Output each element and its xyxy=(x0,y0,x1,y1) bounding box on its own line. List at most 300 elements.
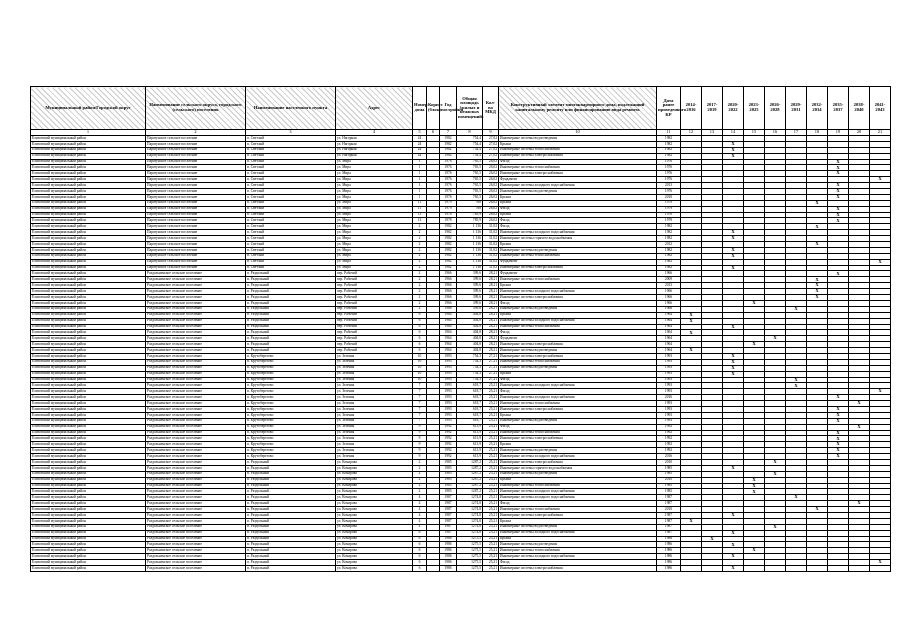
cell-build-year: 1966 xyxy=(440,300,457,306)
cell-area: 754,3 xyxy=(457,353,483,359)
cell-period-mark: X xyxy=(723,141,744,147)
cell-locality: п. Светлый xyxy=(246,265,336,271)
cell-count: 27,02 xyxy=(483,147,499,153)
cell-area: 618,7 xyxy=(457,389,483,395)
header-years-2: 2020-2022 xyxy=(723,87,744,130)
cell-area: 765,5 xyxy=(457,194,483,200)
cell-house-number: 9 xyxy=(413,430,427,436)
cell-build-year: 1976 xyxy=(440,165,457,171)
cell-district: Елизовский муниципальный район xyxy=(31,383,146,389)
cell-period-mark: X xyxy=(723,554,744,560)
cell-district: Елизовский муниципальный район xyxy=(31,189,146,195)
cell-area: 613,9 xyxy=(457,424,483,430)
cell-locality: п. Раздольный xyxy=(246,342,336,348)
cell-settlement: Раздольненское сельское поселение xyxy=(146,489,246,495)
cell-period-mark: X xyxy=(723,236,744,242)
cell-last-repair: 1993 xyxy=(657,365,681,371)
cell-address: ул. Комарова xyxy=(336,489,413,495)
cell-build-year: 1985 xyxy=(440,483,457,489)
cell-settlement: Раздольненское сельское поселение xyxy=(146,383,246,389)
cell-district: Елизовский муниципальный район xyxy=(31,141,146,147)
cell-settlement: Раздольненское сельское поселение xyxy=(146,430,246,436)
cell-last-repair: 1982 xyxy=(657,236,681,242)
cell-last-repair: 1985 xyxy=(657,489,681,495)
cell-period-mark: X xyxy=(744,300,765,306)
cell-house-number: 10 xyxy=(413,353,427,359)
cell-locality: п. Раздольный xyxy=(246,271,336,277)
cell-last-repair: 1986 xyxy=(657,542,681,548)
cell-district: Елизовский муниципальный район xyxy=(31,524,146,530)
cell-period-12 xyxy=(681,566,702,572)
cell-house-number: 2 xyxy=(413,489,427,495)
cell-build-year: 1987 xyxy=(440,501,457,507)
cell-period-mark: X xyxy=(828,206,849,212)
cell-settlement: Раздольненское сельское поселение xyxy=(146,566,246,572)
cell-address: пер. Рабочий xyxy=(336,295,413,301)
cell-house-number: 2 xyxy=(413,236,427,242)
cell-count: 28,21 xyxy=(483,324,499,330)
cell-settlement: Паратунское сельское поселение xyxy=(146,141,246,147)
cell-locality: п. Раздольный xyxy=(246,295,336,301)
cell-period-mark: X xyxy=(723,247,744,253)
cell-last-repair: 1966 xyxy=(657,295,681,301)
cell-house-number: 7 xyxy=(413,395,427,401)
cell-last-repair: 1986 xyxy=(657,566,681,572)
cell-element: Инженерные системы холодного водоснабжения xyxy=(499,383,657,389)
cell-build-year: 1982 xyxy=(440,136,457,142)
cell-locality: п. Крутоберегово xyxy=(246,418,336,424)
cell-last-repair: 1979 xyxy=(657,206,681,212)
header-years-6: 2032-2034 xyxy=(807,87,828,130)
cell-address: пер. Рабочий xyxy=(336,330,413,336)
cell-element: Инженерные системы холодного водоснабжения xyxy=(499,230,657,236)
cell-area: 1 136 xyxy=(457,236,483,242)
cell-last-repair: 1986 xyxy=(657,536,681,542)
cell-address: пер. Рабочий xyxy=(336,277,413,283)
cell-count: 31,02 xyxy=(483,224,499,230)
cell-period-mark: X xyxy=(828,212,849,218)
cell-last-repair: 1966 xyxy=(657,306,681,312)
column-number: 9 xyxy=(483,130,499,136)
cell-house-number: 2 xyxy=(413,253,427,259)
cell-settlement: Раздольненское сельское поселение xyxy=(146,513,246,519)
cell-district: Елизовский муниципальный район xyxy=(31,277,146,283)
cell-element: Инженерные системы теплоснабжения xyxy=(499,359,657,365)
cell-locality: п. Светлый xyxy=(246,224,336,230)
cell-area: 1274,8 xyxy=(457,495,483,501)
cell-district: Елизовский муниципальный район xyxy=(31,566,146,572)
cell-last-repair: 1978 xyxy=(657,212,681,218)
cell-period-mark: X xyxy=(849,501,870,507)
cell-district: Елизовский муниципальный район xyxy=(31,289,146,295)
cell-build-year: 1979 xyxy=(440,200,457,206)
cell-address: ул. Зеленая xyxy=(336,365,413,371)
cell-last-repair: 1976 xyxy=(657,177,681,183)
cell-address: ул. Зеленая xyxy=(336,418,413,424)
cell-settlement: Раздольненское сельское поселение xyxy=(146,365,246,371)
cell-count: 26,02 xyxy=(483,218,499,224)
header-years-5: 2029-2031 xyxy=(786,87,807,130)
cell-period-mark: X xyxy=(828,194,849,200)
cell-area: 765,5 xyxy=(457,183,483,189)
cell-last-repair: 1993 xyxy=(657,389,681,395)
cell-area: 765,5 xyxy=(457,171,483,177)
cell-district: Елизовский муниципальный район xyxy=(31,359,146,365)
cell-count: 25,21 xyxy=(483,507,499,513)
cell-area: 618,7 xyxy=(457,401,483,407)
cell-address: ул. Мира xyxy=(336,224,413,230)
cell-address: ул. Мира xyxy=(336,212,413,218)
cell-count: 25,21 xyxy=(483,459,499,465)
cell-build-year: 1964 xyxy=(440,348,457,354)
cell-area: 768 xyxy=(457,206,483,212)
table-row xyxy=(31,566,891,572)
cell-period-mark: X xyxy=(723,530,744,536)
cell-count: 28,21 xyxy=(483,312,499,318)
cell-element: Инженерные системы водоотведения xyxy=(499,471,657,477)
cell-build-year: 1982 xyxy=(440,224,457,230)
cell-count: 25,21 xyxy=(483,383,499,389)
cell-element: Крыша xyxy=(499,312,657,318)
cell-period-mark: X xyxy=(870,177,891,183)
cell-address: пер. Рабочий xyxy=(336,336,413,342)
cell-district: Елизовский муниципальный район xyxy=(31,312,146,318)
cell-count: 25,21 xyxy=(483,471,499,477)
cell-count: 26,02 xyxy=(483,189,499,195)
cell-locality: п. Светлый xyxy=(246,218,336,224)
cell-locality: п. Крутоберегово xyxy=(246,395,336,401)
cell-address: ул. Мира xyxy=(336,171,413,177)
cell-area: 1287,2 xyxy=(457,459,483,465)
column-number: 10 xyxy=(499,130,657,136)
cell-element: Инженерные системы горячего водоснабжения xyxy=(499,465,657,471)
cell-period-mark: X xyxy=(828,430,849,436)
cell-locality: п. Крутоберегово xyxy=(246,430,336,436)
cell-house-number: 2 xyxy=(413,230,427,236)
cell-last-repair: 1992 xyxy=(657,424,681,430)
cell-element: Инженерные системы водоотведения xyxy=(499,365,657,371)
cell-period-mark: X xyxy=(723,513,744,519)
cell-district: Елизовский муниципальный район xyxy=(31,159,146,165)
header-element: Конструктивный элемент многоквартирного дома, подлежащий капитальному ремонту или финансированию вида ремонта xyxy=(499,87,657,130)
cell-district: Елизовский муниципальный район xyxy=(31,171,146,177)
cell-period-mark: X xyxy=(723,353,744,359)
cell-address: ул. Мира xyxy=(336,177,413,183)
cell-last-repair: 2009 xyxy=(657,277,681,283)
cell-area: 1287,2 xyxy=(457,465,483,471)
cell-last-repair: 2013 xyxy=(657,183,681,189)
cell-area: 404,8 xyxy=(457,312,483,318)
cell-last-repair: 1982 xyxy=(657,259,681,265)
cell-district: Елизовский муниципальный район xyxy=(31,401,146,407)
cell-area: 754,4 xyxy=(457,153,483,159)
cell-address: ул. Зеленая xyxy=(336,383,413,389)
cell-settlement: Раздольненское сельское поселение xyxy=(146,524,246,530)
cell-locality: п. Раздольный xyxy=(246,283,336,289)
cell-element: Крыша xyxy=(499,212,657,218)
cell-build-year: 1993 xyxy=(440,371,457,377)
cell-district: Елизовский муниципальный район xyxy=(31,377,146,383)
cell-house-number: 7 xyxy=(413,389,427,395)
cell-settlement: Паратунское сельское поселение xyxy=(146,153,246,159)
cell-build-year: 1966 xyxy=(440,306,457,312)
cell-element: Крыша xyxy=(499,536,657,542)
cell-count: 25,21 xyxy=(483,430,499,436)
cell-last-repair: 1985 xyxy=(657,465,681,471)
cell-district: Елизовский муниципальный район xyxy=(31,206,146,212)
cell-house-number: 4 xyxy=(413,495,427,501)
cell-address: пер. Рабочий xyxy=(336,306,413,312)
cell-build-year: 1993 xyxy=(440,406,457,412)
cell-element: Инженерные системы холодного водоснабжения xyxy=(499,289,657,295)
cell-build-year: 1985 xyxy=(440,477,457,483)
cell-build-year: 1964 xyxy=(440,324,457,330)
cell-house-number: 2 xyxy=(413,283,427,289)
cell-district: Елизовский муниципальный район xyxy=(31,283,146,289)
cell-area: 1287,2 xyxy=(457,483,483,489)
cell-district: Елизовский муниципальный район xyxy=(31,430,146,436)
cell-address: ул. Комарова xyxy=(336,530,413,536)
cell-period-mark: X xyxy=(723,153,744,159)
cell-period-mark: X xyxy=(807,242,828,248)
cell-address: ул. Зеленая xyxy=(336,395,413,401)
cell-locality: п. Светлый xyxy=(246,253,336,259)
cell-count: 31,02 xyxy=(483,230,499,236)
cell-count: 25,21 xyxy=(483,442,499,448)
cell-period-mark: X xyxy=(744,483,765,489)
cell-settlement: Раздольненское сельское поселение xyxy=(146,277,246,283)
cell-build-year: 1987 xyxy=(440,495,457,501)
cell-period-mark: X xyxy=(807,507,828,513)
cell-period-mark: X xyxy=(681,318,702,324)
cell-area: 1275,5 xyxy=(457,560,483,566)
cell-area: 1275,5 xyxy=(457,548,483,554)
cell-count: 31,02 xyxy=(483,247,499,253)
cell-count: 27,21 xyxy=(483,377,499,383)
cell-period-21 xyxy=(870,566,891,572)
cell-element: Крыша xyxy=(499,477,657,483)
cell-area: 613,9 xyxy=(457,442,483,448)
cell-district: Елизовский муниципальный район xyxy=(31,230,146,236)
cell-build-year: 1976 xyxy=(440,189,457,195)
cell-element: Фасад xyxy=(499,300,657,306)
cell-last-repair: 1982 xyxy=(657,253,681,259)
cell-area: 399,6 xyxy=(457,289,483,295)
column-number: 20 xyxy=(849,130,870,136)
cell-build-year: 1993 xyxy=(440,401,457,407)
cell-settlement: Раздольненское сельское поселение xyxy=(146,542,246,548)
cell-build-year: 1992 xyxy=(440,442,457,448)
cell-period-mark: X xyxy=(681,330,702,336)
cell-last-repair: 1993 xyxy=(657,412,681,418)
cell-count: 25,21 xyxy=(483,530,499,536)
cell-district: Елизовский муниципальный район xyxy=(31,324,146,330)
cell-district: Елизовский муниципальный район xyxy=(31,212,146,218)
cell-area: 399,6 xyxy=(457,283,483,289)
cell-address: ул. Мира xyxy=(336,189,413,195)
cell-settlement: Раздольненское сельское поселение xyxy=(146,442,246,448)
cell-address: ул. Зеленая xyxy=(336,412,413,418)
cell-period-mark: X xyxy=(828,412,849,418)
cell-address: пер. Рабочий xyxy=(336,318,413,324)
cell-settlement: Паратунское сельское поселение xyxy=(146,159,246,165)
cell-period-mark: X xyxy=(744,548,765,554)
cell-area: 618,7 xyxy=(457,406,483,412)
cell-count: 25,21 xyxy=(483,389,499,395)
cell-house-number: 2 xyxy=(413,295,427,301)
cell-last-repair: 1982 xyxy=(657,224,681,230)
repair-program-table xyxy=(30,86,891,572)
cell-count: 25,21 xyxy=(483,483,499,489)
cell-house-number: 2 xyxy=(413,459,427,465)
cell-build-year: 1976 xyxy=(440,159,457,165)
cell-area: 754,3 xyxy=(457,365,483,371)
cell-area: 1274,8 xyxy=(457,501,483,507)
cell-count: 26,02 xyxy=(483,200,499,206)
column-number: 2 xyxy=(146,130,246,136)
cell-last-repair: 1993 xyxy=(657,377,681,383)
cell-last-repair: 1982 xyxy=(657,147,681,153)
cell-element: Инженерные системы холодного водоснабжения xyxy=(499,318,657,324)
cell-last-repair: 1987 xyxy=(657,495,681,501)
cell-area: 1274,8 xyxy=(457,507,483,513)
cell-element: Инженерные системы электроснабжения xyxy=(499,353,657,359)
cell-build-year: 1966 xyxy=(440,295,457,301)
cell-period-mark: X xyxy=(828,418,849,424)
cell-element: Фасад xyxy=(499,218,657,224)
cell-address: ул. Комарова xyxy=(336,536,413,542)
cell-area: 1275,5 xyxy=(457,536,483,542)
cell-locality: п. Раздольный xyxy=(246,306,336,312)
cell-build-year: 1966 xyxy=(440,283,457,289)
cell-element: Крыша xyxy=(499,194,657,200)
cell-district: Елизовский муниципальный район xyxy=(31,518,146,524)
cell-district: Елизовский муниципальный район xyxy=(31,365,146,371)
cell-address: ул. Зеленая xyxy=(336,454,413,460)
cell-district: Елизовский муниципальный район xyxy=(31,330,146,336)
cell-element: Инженерные системы водоотведения xyxy=(499,306,657,312)
cell-address: пер. Рабочий xyxy=(336,289,413,295)
cell-element: Фасад xyxy=(499,560,657,566)
table-body xyxy=(31,136,891,572)
cell-build-year: 1986 xyxy=(440,554,457,560)
cell-last-repair: 1992 xyxy=(657,448,681,454)
cell-district: Елизовский муниципальный район xyxy=(31,477,146,483)
cell-element: Крыша xyxy=(499,141,657,147)
cell-locality: п. Раздольный xyxy=(246,477,336,483)
cell-build-year: 1987 xyxy=(440,513,457,519)
cell-last-repair: 1976 xyxy=(657,159,681,165)
header-years-7: 2035-2037 xyxy=(828,87,849,130)
cell-locality: п. Светлый xyxy=(246,147,336,153)
cell-count: 25,21 xyxy=(483,489,499,495)
cell-count: 25,21 xyxy=(483,401,499,407)
cell-locality: п. Раздольный xyxy=(246,483,336,489)
cell-house-number: 6 xyxy=(413,342,427,348)
cell-area: 1 136 xyxy=(457,230,483,236)
cell-address: ул. Зеленая xyxy=(336,424,413,430)
cell-house-number: 2 xyxy=(413,483,427,489)
cell-settlement: Раздольненское сельское поселение xyxy=(146,359,246,365)
cell-settlement: Раздольненское сельское поселение xyxy=(146,518,246,524)
cell-area: 1287,2 xyxy=(457,471,483,477)
cell-build-year: 1987 xyxy=(440,507,457,513)
cell-build-year: 1986 xyxy=(440,566,457,572)
cell-count: 25,21 xyxy=(483,548,499,554)
cell-element: Инженерные системы холодного водоснабжения xyxy=(499,454,657,460)
cell-area: 399,6 xyxy=(457,300,483,306)
cell-locality: п. Крутоберегово xyxy=(246,406,336,412)
cell-locality: п. Светлый xyxy=(246,259,336,265)
cell-build-year: 1964 xyxy=(440,312,457,318)
cell-area: 1 136 xyxy=(457,247,483,253)
cell-area: 1274,8 xyxy=(457,524,483,530)
cell-period-mark: X xyxy=(828,218,849,224)
cell-house-number: 6 xyxy=(413,330,427,336)
cell-period-15 xyxy=(744,566,765,572)
cell-count: 26,02 xyxy=(483,177,499,183)
header-row xyxy=(31,87,891,130)
cell-element: Фундамент xyxy=(499,271,657,277)
cell-count: 25,21 xyxy=(483,412,499,418)
cell-last-repair: 1992 xyxy=(657,436,681,442)
cell-house-number: 6 xyxy=(413,318,427,324)
cell-district: Елизовский муниципальный район xyxy=(31,489,146,495)
cell-locality: п. Раздольный xyxy=(246,465,336,471)
cell-area: 1274,8 xyxy=(457,530,483,536)
cell-district: Елизовский муниципальный район xyxy=(31,424,146,430)
cell-build-year: 1982 xyxy=(440,247,457,253)
column-number: 19 xyxy=(828,130,849,136)
cell-area: 1274,8 xyxy=(457,518,483,524)
cell-area: 613,9 xyxy=(457,430,483,436)
cell-build-year: 1966 xyxy=(440,277,457,283)
header-years-1: 2017-2019 xyxy=(702,87,723,130)
cell-period-mark: X xyxy=(681,348,702,354)
cell-element: Инженерные системы теплоснабжения xyxy=(499,507,657,513)
cell-locality: п. Светлый xyxy=(246,242,336,248)
cell-period-mark: X xyxy=(849,424,870,430)
cell-build-year: 1982 xyxy=(440,147,457,153)
cell-area: 613,9 xyxy=(457,454,483,460)
cell-count: 28,21 xyxy=(483,277,499,283)
cell-last-repair: 1966 xyxy=(657,289,681,295)
cell-address: ул. Мира xyxy=(336,242,413,248)
cell-house-number: 9 xyxy=(413,448,427,454)
cell-count: 28,21 xyxy=(483,283,499,289)
column-number: 5 xyxy=(413,130,427,136)
cell-address: ул. Зеленая xyxy=(336,442,413,448)
cell-locality: п. Раздольный xyxy=(246,536,336,542)
cell-element: Фасад xyxy=(499,159,657,165)
cell-address: ул. Нагорная xyxy=(336,147,413,153)
cell-locality: п. Раздольный xyxy=(246,495,336,501)
cell-settlement: Раздольненское сельское поселение xyxy=(146,312,246,318)
cell-last-repair: 1985 xyxy=(657,471,681,477)
cell-address: ул. Комарова xyxy=(336,518,413,524)
cell-last-repair: 1987 xyxy=(657,501,681,507)
cell-element: Инженерные системы теплоснабжения xyxy=(499,253,657,259)
cell-address: ул. Мира xyxy=(336,194,413,200)
cell-count: 27,21 xyxy=(483,353,499,359)
cell-house-number: 10 xyxy=(413,371,427,377)
cell-area: 1287,2 xyxy=(457,477,483,483)
cell-area: 618,7 xyxy=(457,412,483,418)
cell-count: 28,21 xyxy=(483,295,499,301)
cell-locality: п. Светлый xyxy=(246,136,336,142)
cell-address: пер. Рабочий xyxy=(336,348,413,354)
cell-count: 28,21 xyxy=(483,348,499,354)
